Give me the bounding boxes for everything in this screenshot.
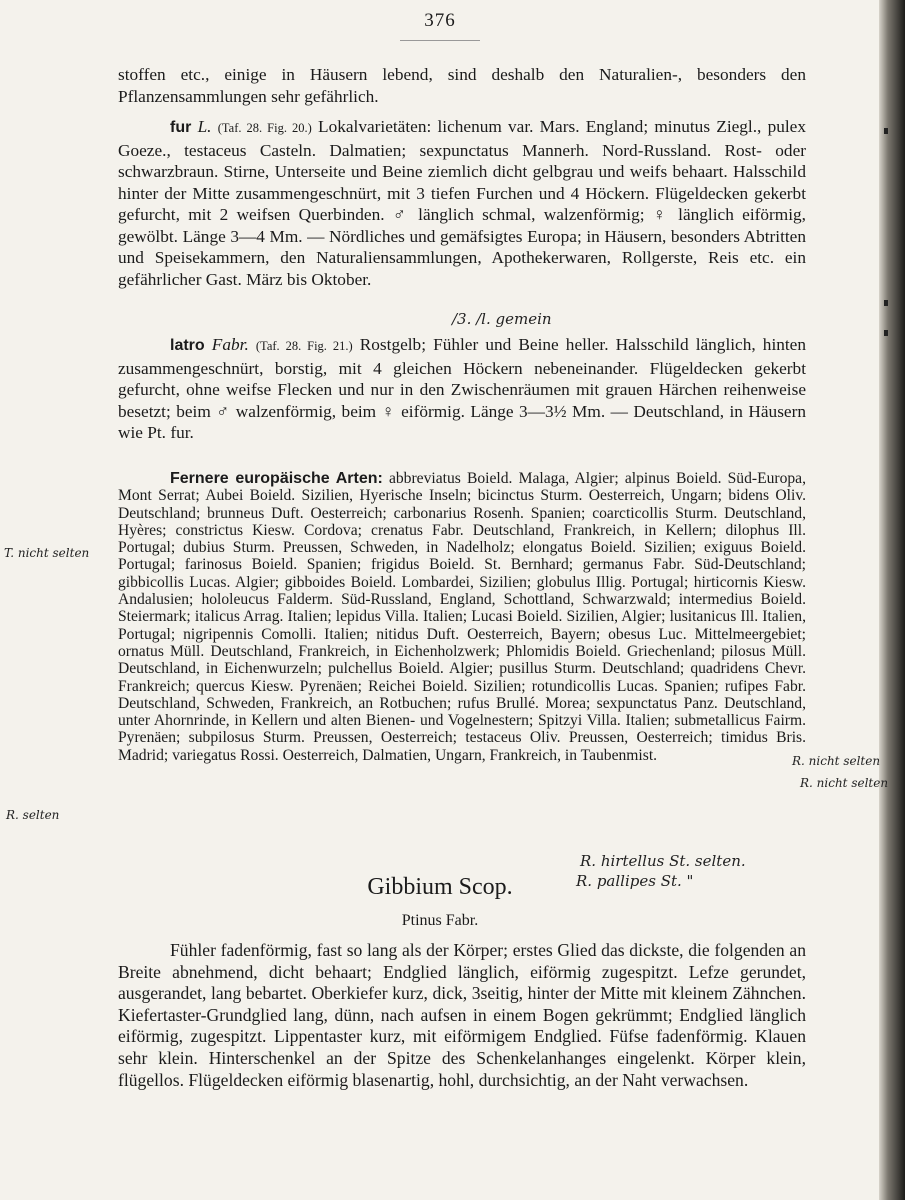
handwritten-note-pyrenaen: R. selten xyxy=(6,808,60,822)
fur-ref: (Taf. 28. Fig. 20.) xyxy=(217,121,312,135)
fur-paragraph xyxy=(118,116,806,290)
margin-mark xyxy=(884,300,888,306)
latro-paragraph xyxy=(118,334,806,444)
handwritten-note-fur: /3. /l. gemein xyxy=(452,310,552,328)
fur-text: Lokalvarietäten: lichenum var. Mars. England; minutus Ziegl., pulex Goeze., testaceus Casteln. Dalmatien; sexpunctatus Mannerh. Nord-Russland. Rost- oder schwarzbraun. Stirne, Unterseite und Beine ziemlich dicht gelbgrau und weifs behaart. Halsschild hinter der Mitte zusammengeschnürt, mit 3 tiefen Furchen und 4 Höckern. Flügeldecken gekerbt gefurcht, mit 2 weifsen Querbinden. ♂ länglich schmal, walzenförmig; ♀ länglich eiförmig, gewölbt. Länge 3—4 Mm. — Nördliches und gemäfsigtes Europa; in Häusern, besonders Abtritten und Speisekammern, den Naturaliensammlungen, Apothekerwaren, Rollgerste, Reis etc. ein gefährlicher Gast. März bis Oktober. xyxy=(118,117,806,289)
page-number-rule xyxy=(400,40,480,41)
intro-paragraph xyxy=(118,64,806,107)
intro-text: stoffen etc., einige in Häusern lebend, sind deshalb den Naturalien-, besonders den Pflanzensammlungen sehr gefährlich. xyxy=(118,65,806,106)
further-species-paragraph xyxy=(118,470,806,764)
genus-subtitle: Ptinus Fabr. xyxy=(401,912,479,929)
page-number: 376 xyxy=(424,10,456,31)
handwritten-note-hirtellus: R. hirtellus St. selten. xyxy=(580,852,746,870)
handwritten-note-cordova: T. nicht selten xyxy=(4,546,90,560)
latro-ref: (Taf. 28. Fig. 21.) xyxy=(255,339,353,353)
handwritten-note-rotbuchen: R. nicht selten xyxy=(792,754,881,768)
page-edge-shadow xyxy=(879,0,905,1200)
margin-mark xyxy=(884,330,888,336)
genus-heading: Gibbium Scop. xyxy=(367,874,513,900)
further-species-heading: Fernere europäische Arten: xyxy=(170,470,383,487)
species-name-fur: fur xyxy=(170,119,192,136)
handwritten-note-pallipes: R. pallipes St. " xyxy=(576,872,694,890)
handwritten-note-kellern: R. nicht selten xyxy=(800,776,889,790)
fur-entry xyxy=(118,116,806,290)
species-name-latro: latro xyxy=(170,337,205,354)
latro-author: Fabr. xyxy=(211,335,249,354)
further-species-text: abbreviatus Boield. Malaga, Algier; alpinus Boield. Süd-Europa, Mont Serrat; Aubei Boield. Sizilien, Hyerische Inseln; bicinctus Sturm. Oesterreich, Ungarn; bidens Oliv. Deutschland; brunneus Duft. Oesterreich; carbonarius Rosenh. Spanien; coarcticollis Sturm. Deutschland, Hyères; constrictus Kiesw. Cordova; crenatus Fabr. Deutschland, Frankreich, in Kellern; dilophus Ill. Portugal; dubius Sturm. Preussen, Schweden, in Nadelholz; elongatus Boield. Sizilien; exiguus Boield. Portugal; farinosus Boield. Spanien; frigidus Boield. St. Bernhard; germanus Fabr. Süd-Deutschland; gibbicollis Lucas. Algier; gibboides Boield. Lombardei, Sizilien; globulus Illig. Portugal; hirticornis Kiesw. Andalusien; hololeucus Falderm. Süd-Russland, England, Schottland, Schwarzwald; intermedius Boield. Steiermark; italicus Arrag. Italien; lepidus Villa. Italien; Lucasi Boield. Sizilien, Algier; lusitanicus Ill. Italien, Portugal; nigripennis Comolli. Italien; nitidus Duft. Oesterreich, Bayern; obesus Luc. Mittelmeergebiet; ornatus Müll. Deutschland, Frankreich, in Eichenholzwerk; Phlomidis Boield. Griechenland; pilosus Müll. Deutschland, in Eichenwurzeln; pulchellus Boield. Algier; pusillus Sturm. Deutschland; quadridens Chevr. Frankreich; quercus Kiesw. Pyrenäen; Reichei Boield. Sizilien; rotundicollis Lucas. Spanien; rufipes Fabr. Deutschland, Schweden, Frankreich, an Rotbuchen; rufus Brullé. Morea; sexpunctatus Panz. Deutschland, unter Ahornrinde, in Kellern und alten Bienen- und Vogelnestern; Spitzyi Villa. Italien; submetallicus Fairm. Pyrenäen; subpilosus Sturm. Preussen, Oesterreich; testaceus Oliv. Preussen, Oesterreich; timidus Bris. Madrid; variegatus Rossi. Oesterreich, Dalmatien, Ungarn, Frankreich, in Taubenmist. xyxy=(118,470,806,764)
margin-mark xyxy=(884,128,888,134)
latro-entry xyxy=(118,334,806,444)
latro-text: Rostgelb; Fühler und Beine heller. Halsschild länglich, hinten zusammengeschnürt, borstig, mit 4 gleichen Höckern nebeneinander. Flügeldecken gekerbt gefurcht, ohne weifse Flecken und nur in den Zwischenräumen mit grauen Härchen reihenweise besetzt; beim ♂ walzenförmig, beim ♀ eiförmig. Länge 3—3½ Mm. — Deutschland, in Häusern wie Pt. fur. xyxy=(118,335,806,442)
fur-author: L. xyxy=(197,117,212,136)
genus-description: Fühler fadenförmig, fast so lang als der Körper; erstes Glied das dickste, die folgenden an Breite abnehmend, dicht behaart; Endglied länglich, eiförmig zugespitzt. Lefze gerundet, ausgerandet, lang bebartet. Oberkiefer kurz, dick, 3seitig, hinter der Mitte mit kleinem Zähnchen. Kiefertaster-Grundglied lang, dünn, nach aufsen in einem Bogen gekrümmt; Endglied länglich eiförmig, zugespitzt. Lippentaster kurz, mit eiförmigem Endglied. Füfse fadenförmig. Klauen sehr klein. Hinterschenkel an der Spitze des Schenkelanhanges eingelenkt. Körper klein, flügellos. Flügeldecken eiförmig blasenartig, hohl, durchsichtig, an der Naht verwachsen. xyxy=(118,940,806,1090)
